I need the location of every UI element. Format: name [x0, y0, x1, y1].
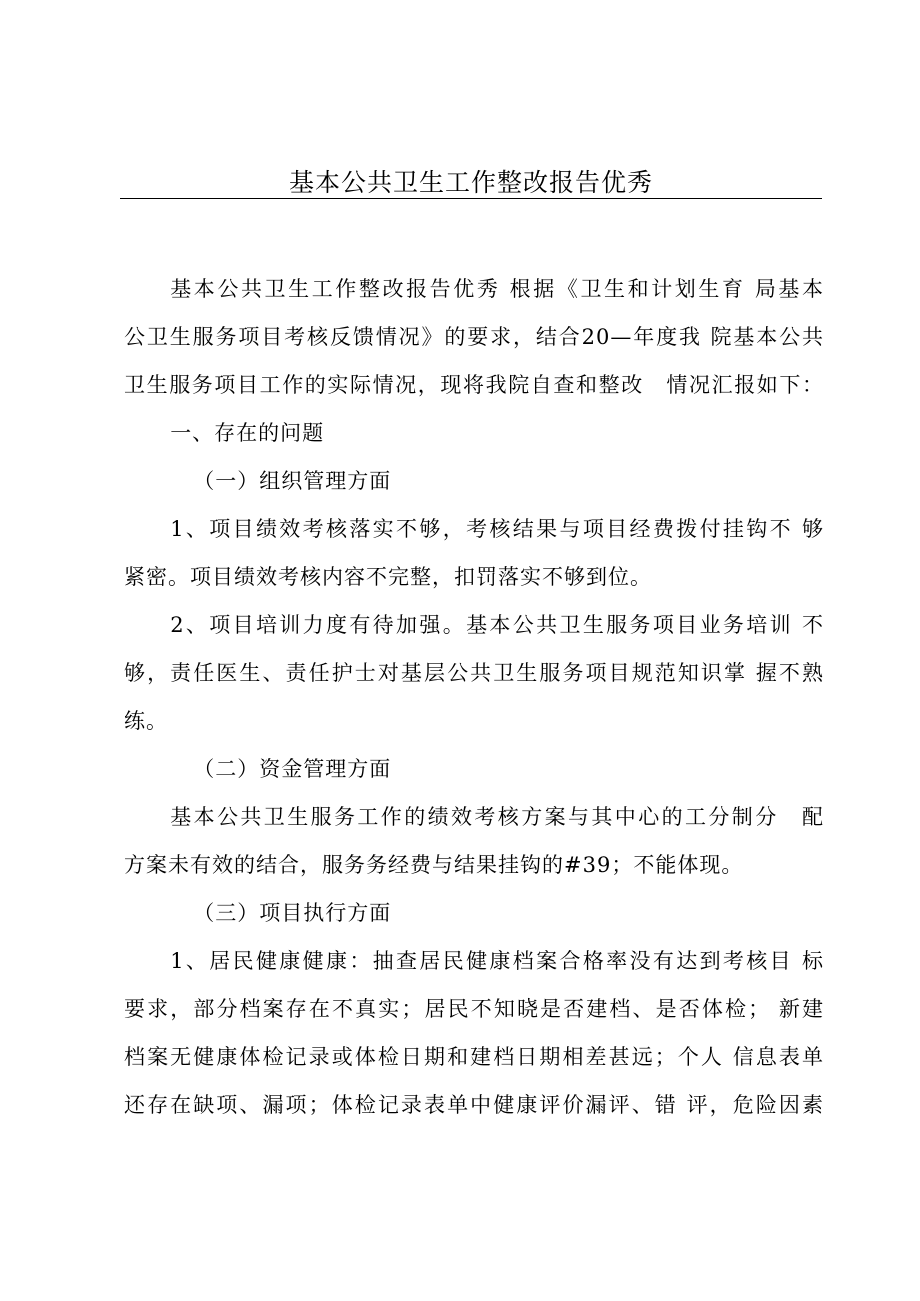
document-title: 基本公共卫生工作整改报告优秀	[288, 168, 653, 197]
paragraph-line: 够，责任医生、责任护士对基层公共卫生服务项目规范知识掌 握不熟	[124, 661, 824, 685]
paragraph-line: 卫生服务项目工作的实际情况，现将我院自查和整改 情况汇报如下：	[124, 373, 824, 397]
paragraph-line: 1、项目绩效考核落实不够，考核结果与项目经费拨付挂钩不 够	[170, 517, 824, 541]
title-underline	[120, 198, 822, 199]
paragraph-line: 练。	[124, 709, 168, 733]
document-body	[124, 265, 824, 1129]
paragraph-line: 基本公共卫生工作整改报告优秀 根据《卫生和计划生育 局基本	[170, 277, 824, 301]
paragraph-line: 公卫生服务项目考核反馈情况》的要求，结合20—年度我 院基本公共	[124, 325, 824, 349]
paragraph-line: 基本公共卫生服务工作的绩效考核方案与其中心的工分制分 配	[170, 805, 824, 829]
paragraph-line: 档案无健康体检记录或体检日期和建档日期相差甚远；个人 信息表单	[124, 1045, 824, 1069]
paragraph-line: 要求，部分档案存在不真实；居民不知晓是否建档、是否体检； 新建	[124, 997, 824, 1021]
paragraph-line: 紧密。项目绩效考核内容不完整，扣罚落实不够到位。	[124, 565, 652, 589]
paragraph-line: （二）资金管理方面	[193, 757, 392, 781]
paragraph-line: （一）组织管理方面	[193, 469, 392, 493]
paragraph-line: 方案未有效的结合，服务务经费与结果挂钩的#39；不能体现。	[124, 853, 744, 877]
paragraph-line: 2、项目培训力度有待加强。基本公共卫生服务项目业务培训 不	[170, 613, 824, 637]
paragraph-line: 1、居民健康健康：抽查居民健康档案合格率没有达到考核目 标	[170, 949, 824, 973]
paragraph-line: 还存在缺项、漏项；体检记录表单中健康评价漏评、错 评，危险因素	[124, 1093, 824, 1117]
paragraph-line: 一、存在的问题	[170, 421, 325, 445]
paragraph-line: （三）项目执行方面	[193, 901, 392, 925]
